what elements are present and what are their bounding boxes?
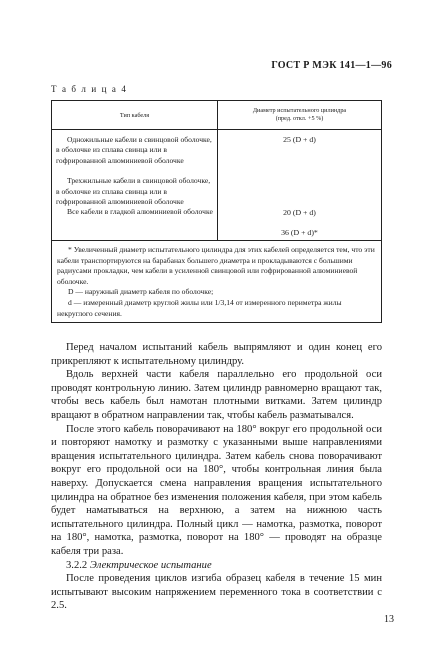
paragraph-1: Перед началом испытаний кабель выпрямляют и один конец его прикрепляют к испытательному цилиндру. <box>51 342 382 367</box>
table-notes <box>52 241 381 322</box>
diameter-value-row-3: 36 (D + d)* <box>281 228 318 237</box>
paragraph-4: После проведения циклов изгиба образец кабеля в течение 15 мин испытывают высоким напряжением переменного тока в соответствии с 2.5. <box>51 573 382 612</box>
diameter-value-row-2: 20 (D + d) <box>283 208 316 217</box>
standard-header: ГОСТ Р МЭК 141—1—96 <box>271 60 392 71</box>
paragraph-2: Вдоль верхней части кабеля параллельно его продольной оси проводят контрольную линию. Затем цилиндр равномерно вращают так, чтобы весь кабель был намотан плотными витками. Затем цилиндр вращают в обратном направлении так, чтобы кабель разматывался. <box>51 369 382 421</box>
cable-type-row-1: Одножильные кабели в свинцовой оболочке, в оболочке из сплава свинца или в гофрированной алюминиевой оболочке <box>56 135 212 165</box>
subsection-number: 3.2.2 <box>66 559 88 571</box>
body-text <box>51 341 382 613</box>
col-header-diameter <box>218 101 381 129</box>
diameter-column <box>218 130 381 240</box>
note-outer-diameter: D — наружный диаметр кабеля по оболочке; <box>68 287 214 297</box>
cable-type-row-2: Трехжильные кабели в свинцовой оболочке, в оболочке из сплава свинца или в гофрированной алюминиевой оболочке <box>56 176 211 207</box>
diameter-value-row-1: 25 (D + d) <box>283 135 316 144</box>
page-number: 13 <box>384 614 394 625</box>
table-caption: Т а б л и ц а 4 <box>51 84 128 94</box>
subsection-heading <box>51 559 382 573</box>
cable-type-column <box>52 130 218 240</box>
col-header-diameter-line2: (пред. откл. +5 %) <box>275 115 324 122</box>
subsection-title: Электрическое испытание <box>89 559 212 571</box>
col-header-cable-type: Тип кабеля <box>52 101 218 129</box>
cable-table <box>51 100 382 323</box>
table-body <box>52 130 381 241</box>
table-footnote: * Увеличенный диаметр испытательного цилиндра для этих кабелей определяется тем, что эти кабели транспортируются на барабанах большего диаметра и прокладываются с большими радиусами прокладки, чем кабели в усиленной свинцовой или гофрированной алюминиевой оболочке. <box>57 245 375 286</box>
paragraph-3: После этого кабель поворачивают на 180° вокруг его продольной оси и повторяют намотку и размотку с указанными выше направлениями вращения испытательного цилиндра. Затем кабель снова поворачивают вокруг его продольной оси на 180°, чтобы контрольная линия была наверху. Допускается смена направления вращения испытательного цилиндра на обратное без изменения положения кабеля, при этом кабель будет наматываться на верхнюю, а затем на нижнюю часть испытательного цилиндра. Полный цикл — намотка, размотка, поворот на 180°, намотка, размотка, поворот на 180° — проводят на образце кабеля три раза. <box>51 423 382 557</box>
note-core-diameter: d — измеренный диаметр круглой жилы или 1/3,14 от измеренного периметра жилы некруглого сечения. <box>57 297 342 318</box>
cable-type-row-3: Все кабели в гладкой алюминиевой оболочке <box>67 207 213 217</box>
table-header-row <box>52 101 381 130</box>
col-header-diameter-line1: Диаметр испытательного цилиндра <box>252 107 347 114</box>
